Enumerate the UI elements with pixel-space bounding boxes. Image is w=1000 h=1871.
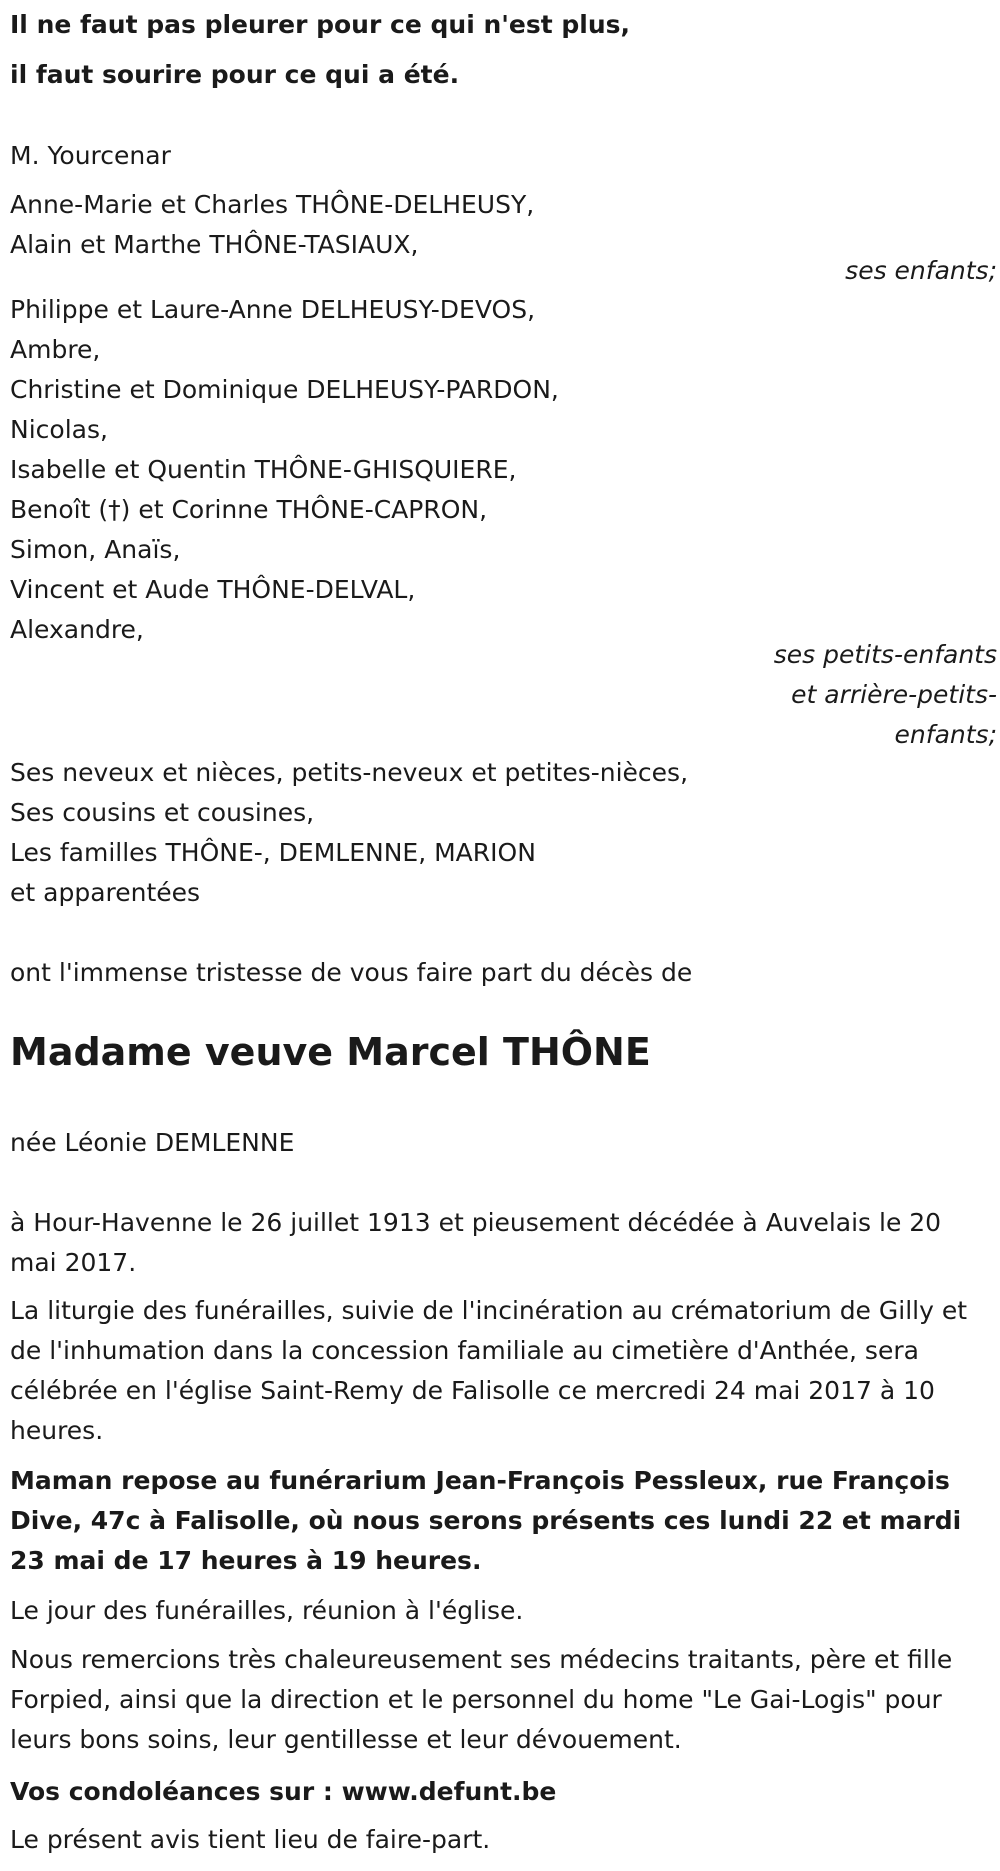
quote-author: M. Yourcenar	[10, 141, 171, 170]
relatives-line: Ses neveux et nièces, petits-neveux et petites-nièces,	[10, 758, 689, 787]
relatives-line: Les familles THÔNE-, DEMLENNE, MARION	[10, 838, 536, 867]
grandchild-line: Nicolas,	[10, 415, 108, 444]
deceased-name: Madame veuve Marcel THÔNE	[10, 1030, 651, 1074]
grandchild-line: Isabelle et Quentin THÔNE-GHISQUIERE,	[10, 455, 517, 484]
grandchild-line: Christine et Dominique DELHEUSY-PARDON,	[10, 375, 559, 404]
announcement: ont l'immense tristesse de vous faire part du décès de	[10, 958, 693, 987]
dates-paragraph: à Hour-Havenne le 26 juillet 1913 et pieusement décédée à Auvelais le 20 mai 2017.	[10, 1208, 942, 1277]
child-line: Anne-Marie et Charles THÔNE-DELHEUSY,	[10, 190, 535, 219]
notice-line: Le présent avis tient lieu de faire-part.	[10, 1825, 491, 1854]
relatives-line: Ses cousins et cousines,	[10, 798, 315, 827]
birth-name: née Léonie DEMLENNE	[10, 1128, 295, 1157]
relatives-line: et apparentées	[10, 878, 201, 907]
grandchild-line: Benoît (†) et Corinne THÔNE-CAPRON,	[10, 495, 488, 524]
children-label: ses enfants;	[845, 256, 997, 285]
meeting-paragraph: Le jour des funérailles, réunion à l'église.	[10, 1596, 524, 1625]
child-line: Alain et Marthe THÔNE-TASIAUX,	[10, 230, 419, 259]
grandchild-line: Vincent et Aude THÔNE-DELVAL,	[10, 575, 416, 604]
quote-line-2: il faut sourire pour ce qui a été.	[10, 60, 460, 89]
grandchild-line: Philippe et Laure-Anne DELHEUSY-DEVOS,	[10, 295, 536, 324]
grandchildren-label-line: enfants;	[894, 720, 997, 749]
funerarium-paragraph: Maman repose au funérarium Jean-François Pessleux, rue François Dive, 47c à Falisolle, où nous serons présents ces lundi 22 et mardi 23 mai de 17 heures à 19 heures.	[10, 1466, 962, 1575]
grandchild-line: Ambre,	[10, 335, 101, 364]
grandchild-line: Alexandre,	[10, 615, 144, 644]
quote-line-1: Il ne faut pas pleurer pour ce qui n'est plus,	[10, 10, 631, 39]
grandchildren-label-line: et arrière-petits-	[791, 680, 997, 709]
grandchildren-label-line: ses petits-enfants	[773, 640, 997, 669]
condolences-line: Vos condoléances sur : www.defunt.be	[10, 1777, 557, 1806]
grandchild-line: Simon, Anaïs,	[10, 535, 181, 564]
liturgy-paragraph: La liturgie des funérailles, suivie de l'incinération au crématorium de Gilly et de l'inhumation dans la concession familiale au cimetière d'Anthée, sera célébrée en l'église Saint-Remy de Falisolle ce mercredi 24 mai 2017 à 10 heures.	[10, 1296, 968, 1445]
thanks-paragraph: Nous remercions très chaleureusement ses médecins traitants, père et fille Forpied, ainsi que la direction et le personnel du home "Le Gai-Logis" pour leurs bons soins, leur gentillesse et leur dévouement.	[10, 1645, 953, 1754]
